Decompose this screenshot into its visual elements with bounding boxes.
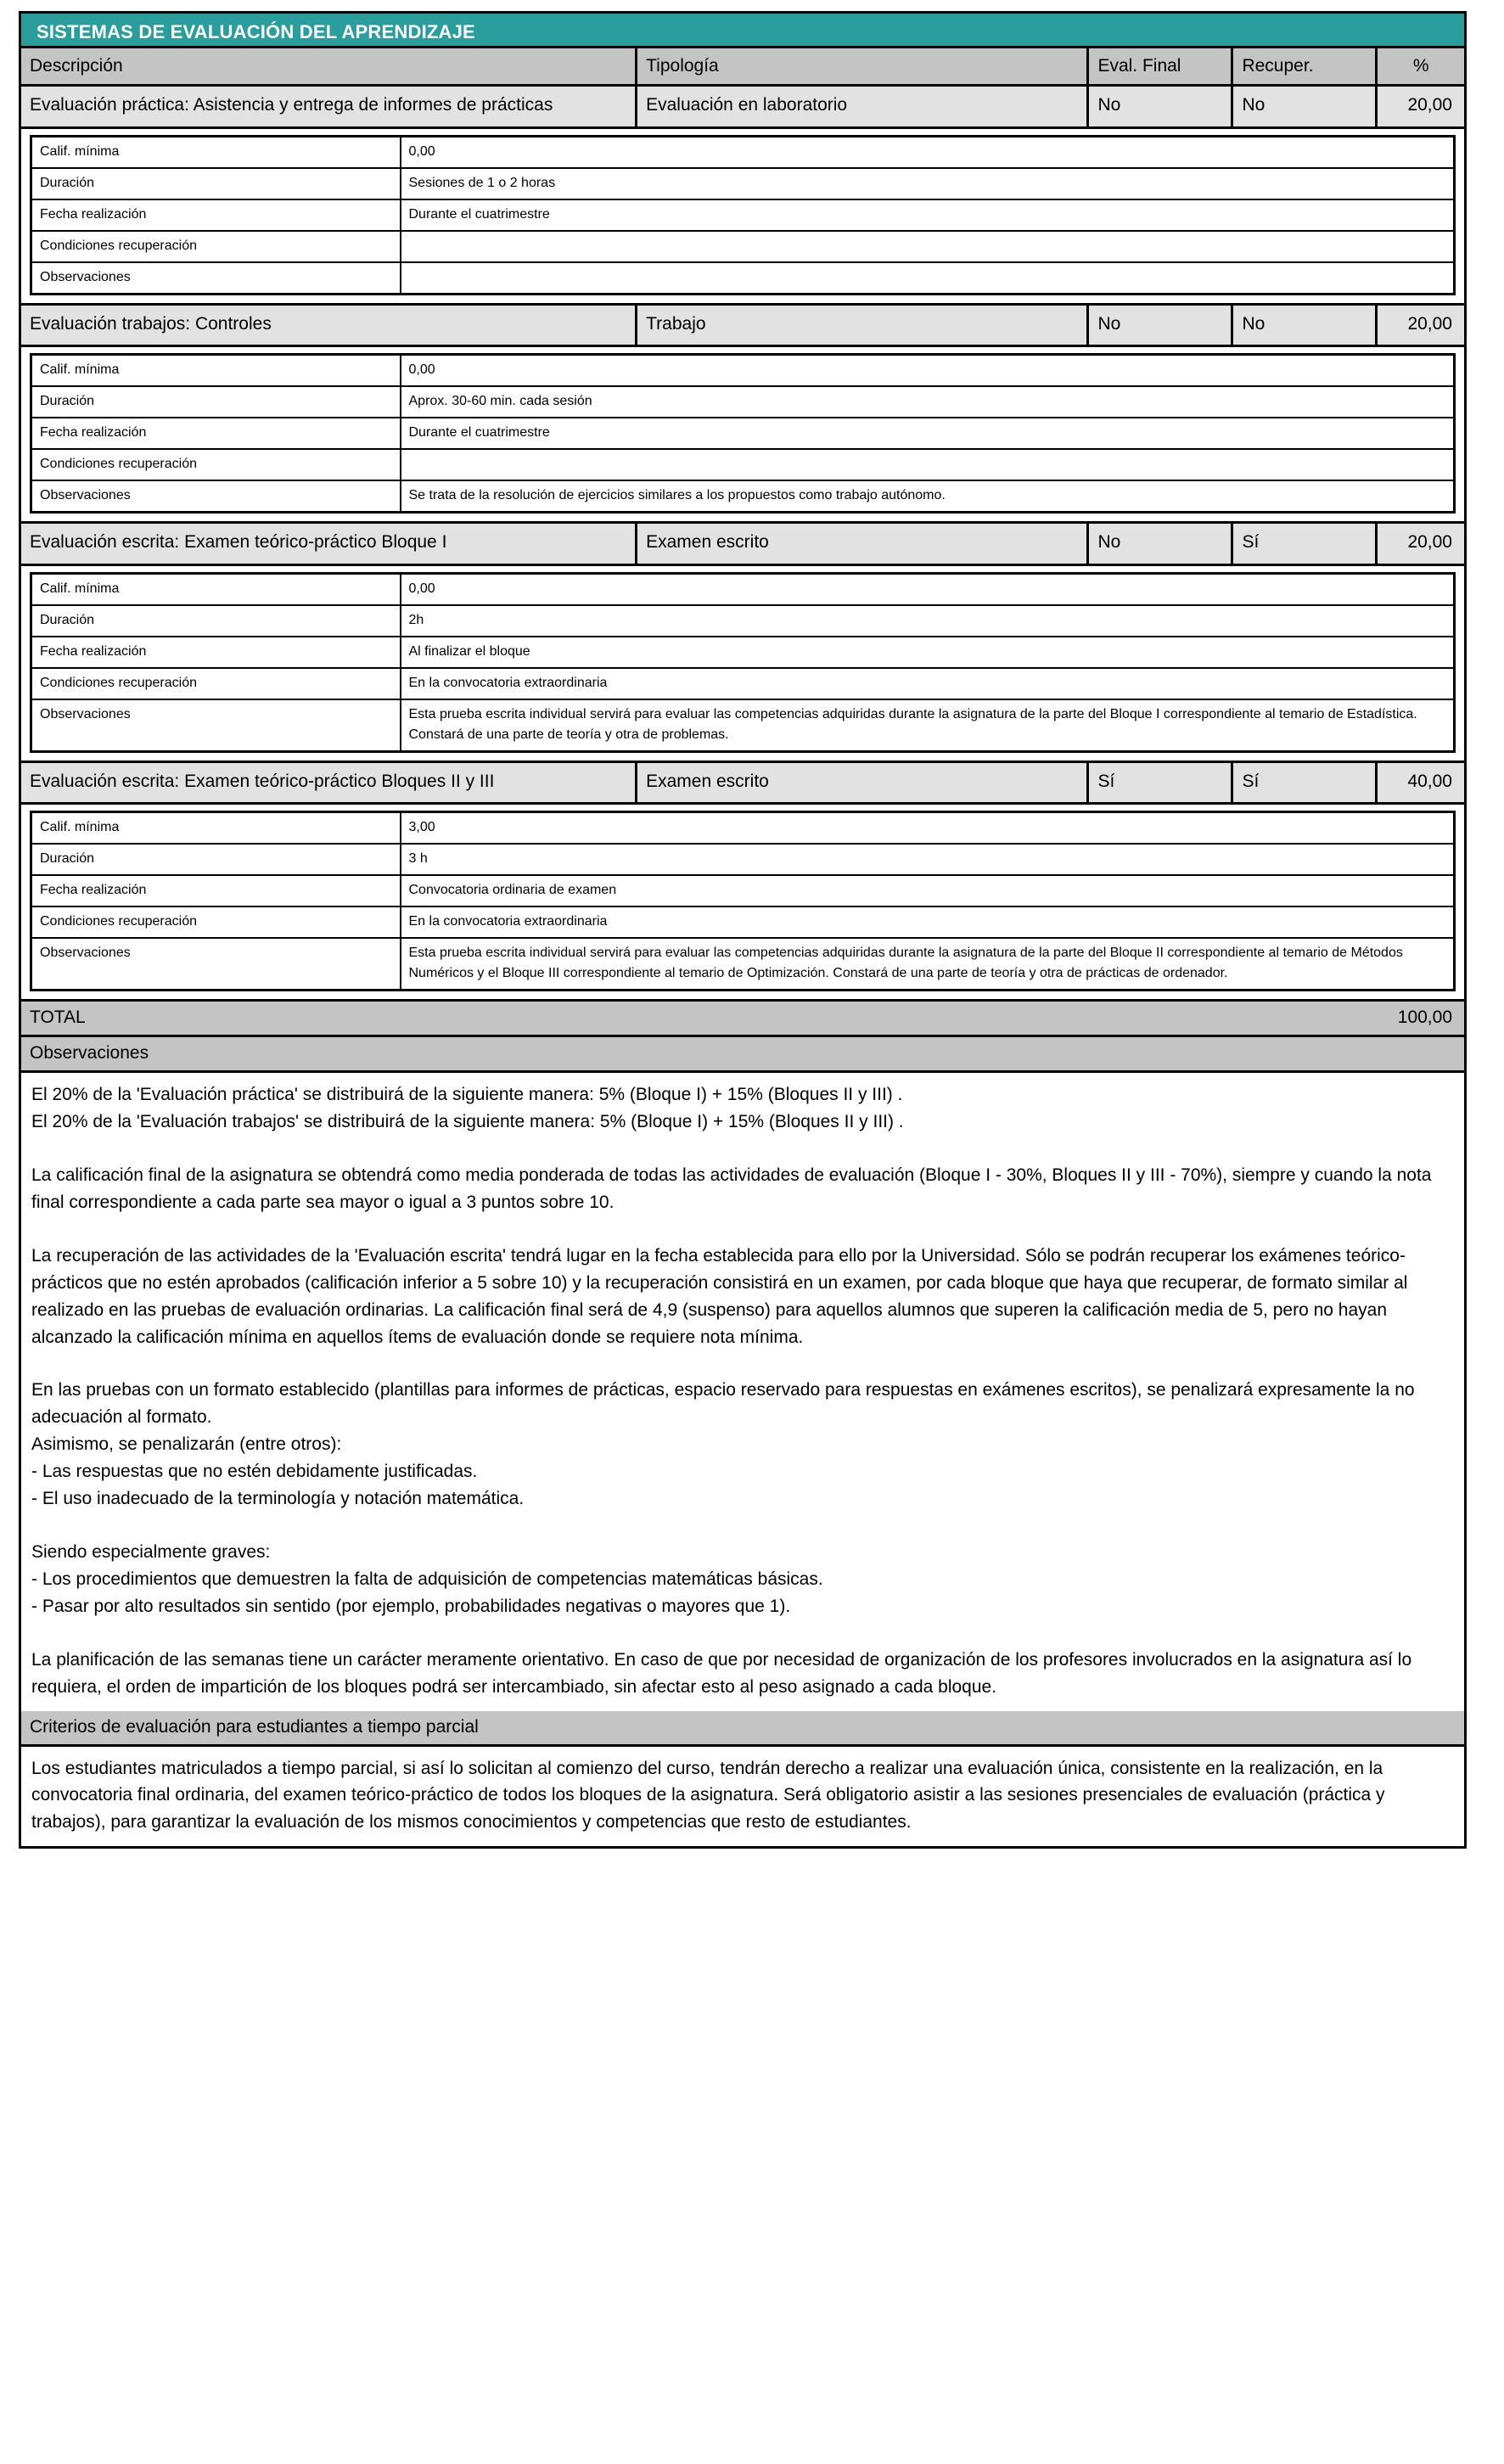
detail-row-condiciones-recuperacion bbox=[31, 449, 1455, 480]
activity-detail-row bbox=[21, 346, 1464, 523]
detail-value-condiciones-recuperacion: En la convocatoria extraordinaria bbox=[401, 906, 1455, 938]
detail-label-duracion: Duración bbox=[31, 844, 401, 875]
detail-row-fecha-realizacion bbox=[31, 199, 1455, 231]
activity-detail-table bbox=[30, 353, 1456, 514]
detail-label-fecha-realizacion: Fecha realización bbox=[31, 418, 401, 449]
paragraph: - Las respuestas que no estén debidamente justificadas. bbox=[31, 1462, 478, 1482]
activity-detail-table bbox=[30, 135, 1456, 295]
activity-detail-wrapper bbox=[21, 127, 1464, 304]
activity-percent: 20,00 bbox=[1377, 86, 1464, 127]
detail-value-calif-minima: 0,00 bbox=[401, 355, 1455, 387]
detail-row-calif-minima bbox=[31, 136, 1455, 168]
detail-row-duracion bbox=[31, 168, 1455, 199]
detail-row-calif-minima bbox=[31, 812, 1455, 845]
column-header-recuper: Recuper. bbox=[1232, 48, 1377, 86]
activity-detail-table bbox=[30, 811, 1456, 991]
detail-label-calif-minima: Calif. mínima bbox=[31, 136, 401, 168]
table-row bbox=[21, 761, 1464, 803]
detail-value-observaciones: Esta prueba escrita individual servirá para evaluar las competencias adquiridas durante la asignatura de la parte del Bloque II correspondiente al temario de Métodos Numéricos y el Bloque III correspondiente al temario de Optimización. Constará de una parte de teoría y otra de prácticas de ordenador. bbox=[401, 938, 1455, 991]
activity-percent: 20,00 bbox=[1377, 523, 1464, 564]
detail-label-duracion: Duración bbox=[31, 168, 401, 199]
paragraph: El 20% de la 'Evaluación práctica' se distribuirá de la siguiente manera: 5% (Bloque I) + 15% (Bloques II y III) . bbox=[31, 1085, 903, 1105]
activity-eval-final: No bbox=[1088, 86, 1232, 127]
activity-tipologia: Evaluación en laboratorio bbox=[637, 86, 1088, 127]
detail-value-condiciones-recuperacion: En la convocatoria extraordinaria bbox=[401, 668, 1455, 699]
detail-label-calif-minima: Calif. mínima bbox=[31, 573, 401, 605]
criterios-parcial-heading: Criterios de evaluación para estudiantes a tiempo parcial bbox=[21, 1711, 1464, 1747]
activity-detail-row bbox=[21, 127, 1464, 304]
column-header-descripcion: Descripción bbox=[21, 48, 637, 86]
activity-detail-table bbox=[30, 572, 1456, 753]
detail-label-condiciones-recuperacion: Condiciones recuperación bbox=[31, 668, 401, 699]
activity-percent: 20,00 bbox=[1377, 304, 1464, 345]
activity-tipologia: Trabajo bbox=[637, 304, 1088, 345]
detail-row-observaciones bbox=[31, 262, 1455, 295]
activity-eval-final: No bbox=[1088, 304, 1232, 345]
activity-detail-row bbox=[21, 564, 1464, 761]
table-row bbox=[21, 86, 1464, 127]
detail-label-duracion: Duración bbox=[31, 386, 401, 418]
detail-value-observaciones: Se trata de la resolución de ejercicios similares a los propuestos como trabajo autónomo. bbox=[401, 480, 1455, 513]
paragraph-spacer bbox=[31, 1216, 1452, 1243]
activity-descripcion: Evaluación trabajos: Controles bbox=[21, 304, 637, 345]
observaciones-body bbox=[21, 1073, 1464, 1710]
detail-value-fecha-realizacion: Al finalizar el bloque bbox=[401, 637, 1455, 668]
activity-recuper: Sí bbox=[1232, 761, 1377, 803]
paragraph-spacer bbox=[31, 1620, 1452, 1647]
paragraph: La calificación final de la asignatura se obtendrá como media ponderada de todas las actividades de evaluación (Bloque I - 30%, Bloques II y III - 70%), siempre y cuando la nota final correspondiente a cada parte sea mayor o igual a 3 puntos sobre 10. bbox=[31, 1165, 1432, 1212]
activity-detail-row bbox=[21, 804, 1464, 1001]
section-banner-title: SISTEMAS DE EVALUACIÓN DEL APRENDIZAJE bbox=[21, 14, 1464, 48]
activity-recuper: No bbox=[1232, 86, 1377, 127]
detail-label-duracion: Duración bbox=[31, 605, 401, 637]
detail-row-calif-minima bbox=[31, 355, 1455, 387]
detail-label-observaciones: Observaciones bbox=[31, 938, 401, 991]
table-row bbox=[21, 523, 1464, 564]
paragraph: Siendo especialmente graves: bbox=[31, 1541, 271, 1562]
total-row bbox=[21, 1002, 1464, 1037]
evaluation-systems-table bbox=[19, 11, 1467, 1849]
detail-label-condiciones-recuperacion: Condiciones recuperación bbox=[31, 449, 401, 480]
detail-row-calif-minima bbox=[31, 573, 1455, 605]
detail-label-fecha-realizacion: Fecha realización bbox=[31, 637, 401, 668]
activities-table-body bbox=[21, 48, 1464, 1001]
detail-row-fecha-realizacion bbox=[31, 637, 1455, 668]
detail-label-calif-minima: Calif. mínima bbox=[31, 812, 401, 845]
paragraph-spacer bbox=[31, 1350, 1452, 1377]
paragraph-spacer bbox=[31, 1513, 1452, 1539]
total-value: 100,00 bbox=[1397, 1007, 1452, 1027]
column-header-tipologia: Tipología bbox=[637, 48, 1088, 86]
total-label: TOTAL bbox=[30, 1007, 86, 1027]
detail-row-observaciones bbox=[31, 480, 1455, 513]
detail-row-fecha-realizacion bbox=[31, 418, 1455, 449]
detail-row-duracion bbox=[31, 605, 1455, 637]
activity-recuper: Sí bbox=[1232, 523, 1377, 564]
paragraph: Los estudiantes matriculados a tiempo parcial, si así lo solicitan al comienzo del curso, tendrán derecho a realizar una evaluación única, consistente en la realización, en la convocatoria final ordinaria, del examen teórico-práctico de todos los bloques de la asignatura. Será obligatorio asistir a las sesiones presenciales de evaluación (práctica y trabajos), para garantizar la evaluación de los mismos conocimientos y competencias que resto de estudiantes. bbox=[31, 1758, 1385, 1833]
activity-eval-final: No bbox=[1088, 523, 1232, 564]
activity-descripcion: Evaluación escrita: Examen teórico-práctico Bloques II y III bbox=[21, 761, 637, 803]
detail-label-fecha-realizacion: Fecha realización bbox=[31, 199, 401, 231]
detail-value-duracion: 2h bbox=[401, 605, 1455, 637]
detail-row-fecha-realizacion bbox=[31, 875, 1455, 906]
detail-label-calif-minima: Calif. mínima bbox=[31, 355, 401, 387]
detail-value-condiciones-recuperacion bbox=[401, 449, 1455, 480]
paragraph: La recuperación de las actividades de la 'Evaluación escrita' tendrá lugar en la fecha establecida para ello por la Universidad. Sólo se podrán recuperar los exámenes teórico-prácticos que no estén aprobados (calificación inferior a 5 sobre 10) y la recuperación consistirá en un examen, por cada bloque que haya que recuperar, de formato similar al realizado en las pruebas de evaluación ordinarias. La calificación final será de 4,9 (suspenso) para aquellos alumnos que superen la calificación media de 5, pero no hayan alcanzado la calificación mínima en aquellos ítems de evaluación donde se requiere nota mínima. bbox=[31, 1245, 1408, 1347]
activity-tipologia: Examen escrito bbox=[637, 523, 1088, 564]
activity-eval-final: Sí bbox=[1088, 761, 1232, 803]
detail-row-condiciones-recuperacion bbox=[31, 231, 1455, 262]
paragraph: En las pruebas con un formato establecido (plantillas para informes de prácticas, espacio reservado para respuestas en exámenes escritos), se penalizará expresamente la no adecuación al formato. bbox=[31, 1380, 1415, 1428]
column-header-eval-final: Eval. Final bbox=[1088, 48, 1232, 86]
detail-value-fecha-realizacion: Durante el cuatrimestre bbox=[401, 199, 1455, 231]
activity-descripcion: Evaluación escrita: Examen teórico-práctico Bloque I bbox=[21, 523, 637, 564]
detail-value-calif-minima: 3,00 bbox=[401, 812, 1455, 845]
activity-tipologia: Examen escrito bbox=[637, 761, 1088, 803]
paragraph: La planificación de las semanas tiene un carácter meramente orientativo. En caso de que por necesidad de organización de los profesores involucrados en la asignatura así lo requiera, el orden de impartición de los bloques podrá ser intercambiado, sin afectar esto al peso asignado a cada bloque. bbox=[31, 1649, 1412, 1697]
detail-label-observaciones: Observaciones bbox=[31, 699, 401, 752]
detail-row-observaciones bbox=[31, 938, 1455, 991]
detail-label-condiciones-recuperacion: Condiciones recuperación bbox=[31, 231, 401, 262]
detail-value-calif-minima: 0,00 bbox=[401, 573, 1455, 605]
detail-label-observaciones: Observaciones bbox=[31, 480, 401, 513]
table-header-row bbox=[21, 48, 1464, 86]
detail-value-duracion: Sesiones de 1 o 2 horas bbox=[401, 168, 1455, 199]
observaciones-heading: Observaciones bbox=[21, 1037, 1464, 1073]
table-row bbox=[21, 304, 1464, 345]
detail-value-observaciones bbox=[401, 262, 1455, 295]
paragraph: Asimismo, se penalizarán (entre otros): bbox=[31, 1434, 342, 1455]
paragraph: - Pasar por alto resultados sin sentido (por ejemplo, probabilidades negativas o mayores que 1). bbox=[31, 1596, 791, 1616]
column-header-percent: % bbox=[1377, 48, 1464, 86]
activity-percent: 40,00 bbox=[1377, 761, 1464, 803]
detail-value-condiciones-recuperacion bbox=[401, 231, 1455, 262]
activities-table bbox=[21, 48, 1464, 1002]
detail-value-calif-minima: 0,00 bbox=[401, 136, 1455, 168]
activity-descripcion: Evaluación práctica: Asistencia y entrega de informes de prácticas bbox=[21, 86, 637, 127]
detail-row-observaciones bbox=[31, 699, 1455, 752]
detail-label-condiciones-recuperacion: Condiciones recuperación bbox=[31, 906, 401, 938]
detail-value-duracion: 3 h bbox=[401, 844, 1455, 875]
detail-value-fecha-realizacion: Convocatoria ordinaria de examen bbox=[401, 875, 1455, 906]
criterios-parcial-body bbox=[21, 1747, 1464, 1847]
paragraph: - El uso inadecuado de la terminología y notación matemática. bbox=[31, 1489, 525, 1509]
detail-row-duracion bbox=[31, 386, 1455, 418]
detail-label-observaciones: Observaciones bbox=[31, 262, 401, 295]
detail-label-fecha-realizacion: Fecha realización bbox=[31, 875, 401, 906]
detail-value-duracion: Aprox. 30-60 min. cada sesión bbox=[401, 386, 1455, 418]
detail-value-observaciones: Esta prueba escrita individual servirá para evaluar las competencias adquiridas durante la asignatura de la parte del Bloque I correspondiente al temario de Estadística. Constará de una parte de teoría y otra de problemas. bbox=[401, 699, 1455, 752]
activity-detail-wrapper bbox=[21, 346, 1464, 523]
activity-recuper: No bbox=[1232, 304, 1377, 345]
paragraph: - Los procedimientos que demuestren la falta de adquisición de competencias matemáticas básicas. bbox=[31, 1569, 823, 1589]
paragraph: El 20% de la 'Evaluación trabajos' se distribuirá de la siguiente manera: 5% (Bloque I) + 15% (Bloques II y III) . bbox=[31, 1112, 904, 1132]
activity-detail-wrapper bbox=[21, 564, 1464, 761]
paragraph-spacer bbox=[31, 1136, 1452, 1162]
activity-detail-wrapper bbox=[21, 804, 1464, 1001]
detail-value-fecha-realizacion: Durante el cuatrimestre bbox=[401, 418, 1455, 449]
detail-row-condiciones-recuperacion bbox=[31, 906, 1455, 938]
detail-row-duracion bbox=[31, 844, 1455, 875]
detail-row-condiciones-recuperacion bbox=[31, 668, 1455, 699]
